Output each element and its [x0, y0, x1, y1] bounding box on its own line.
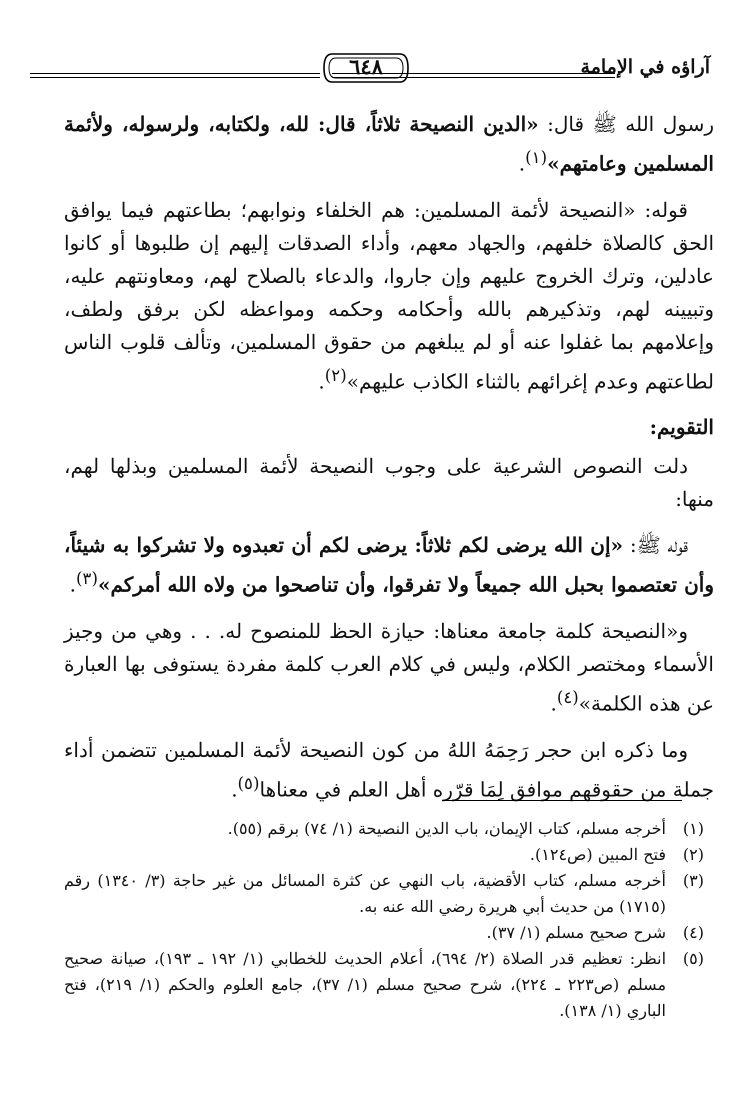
header-rule [30, 73, 320, 74]
paragraph [64, 194, 714, 399]
header-rule [30, 77, 320, 78]
main-text [64, 108, 714, 819]
text-run: . [518, 151, 526, 176]
text-run: وما ذكره ابن حجر رَحِمَهُ اللهُ من كون النصيحة لأئمة المسلمين تتضمن أداء جملة من حقوقهم موافق لِمَا قرّره أهل العلم في معناها [64, 737, 714, 802]
footnote-text: فتح المبين (ص١٢٤). [529, 845, 666, 864]
footnote-number: (٥) [682, 949, 704, 968]
footnote [64, 946, 704, 1024]
footnote-divider [442, 800, 682, 801]
footnote [64, 868, 704, 920]
footnotes [64, 816, 704, 1024]
text-run: رسول الله ﷺ قال: [538, 112, 714, 136]
footnote-text: شرح صحيح مسلم (١/ ٣٧). [486, 923, 666, 942]
paragraph [64, 615, 714, 721]
text-run: و«النصيحة كلمة جامعة معناها: حيازة الحظ للمنصوح له. . . وهي من وجيز الأسماء ومختصر الكلام، وليس في كلام العرب كلمة مفردة يستوفى بها العبارة عن هذه الكلمة» [64, 618, 714, 716]
footnote-number: (٤) [682, 923, 704, 942]
text-run: قوله ﷺ: [623, 533, 688, 558]
paragraph [64, 108, 714, 181]
paragraph: دلت النصوص الشرعية على وجوب النصيحة لأئمة المسلمين وبذلها لهم، منها: [64, 454, 714, 512]
footnote-text: أخرجه مسلم، كتاب الأقضية، باب النهي عن كثرة المسائل من غير حاجة (٣/ ١٣٤٠) رقم (١٧١٥) من حديث أبي هريرة رضي الله عنه به. [64, 871, 666, 916]
hadith-quote: «إن الله يرضى لكم ثلاثاً: يرضى لكم أن تعبدوه ولا تشركوا به شيئاً، وأن تعتصموا بحبل الله جميعاً ولا تفرقوا، وأن تناصحوا من ولاه الله أمركم» [64, 533, 714, 597]
footnote-number: (٢) [682, 845, 704, 864]
footnote-ref: (٢) [324, 365, 347, 385]
running-title: آراؤه في الإمامة [580, 56, 710, 78]
hadith-quote: «الدين النصيحة ثلاثاً، قال: لله، ولكتابه، ولرسوله، ولأئمة المسلمين وعامتهم» [64, 112, 714, 176]
text-run: قوله: «النصيحة لأئمة المسلمين: هم الخلفاء ونوابهم؛ بطاعتهم فيما يوافق الحق كالصلاة خلفهم، والجهاد معهم، وأداء الصدقات إليهم إن طلبوها أو كانوا عادلين، وترك الخروج عليهم وإن جاروا، والدعاء بالصلاح لهم، ومعاونتهم عليه، وتبيينه لهم، وتذكيرهم بالله وأحكامه وحكمه ومواعظه لكن برفق ولطف، وإعلامهم بما غفلوا عنه أو لم يبلغهم من حقوق المسلمين، وتألف قلوب الناس لطاعتهم وعدم إغرائهم بالثناء الكاذب عليهم» [64, 197, 715, 394]
footnote-ref: (٣) [76, 569, 98, 589]
footnote-text: أخرجه مسلم، كتاب الإيمان، باب الدين النصيحة (١/ ٧٤) برقم (٥٥). [227, 819, 666, 838]
footnote-number: (١) [682, 819, 704, 838]
page-number: ٦٤٨ [349, 54, 383, 79]
footnote-ref: (٥) [237, 773, 260, 793]
footnote-number: (٣) [682, 871, 704, 890]
footnote-ref: (٤) [556, 687, 579, 707]
paragraph [64, 529, 714, 602]
text-run: . [318, 369, 325, 394]
footnote [64, 816, 704, 842]
text-run: . [550, 691, 557, 716]
footnote [64, 842, 704, 868]
page-header [30, 56, 710, 92]
footnote [64, 920, 704, 946]
section-heading: التقويم: [649, 415, 714, 440]
paragraph [64, 734, 714, 807]
footnote-text: انظر: تعظيم قدر الصلاة (٢/ ٦٩٤)، أعلام الحديث للخطابي (١/ ١٩٢ ـ ١٩٣)، صيانة صحيح مسلم (ص٢٢٣ ـ ٢٢٤)، شرح صحيح مسلم (١/ ٣٧)، جامع العلوم والحكم (١/ ٢١٩)، فتح الباري (١/ ١٣٨). [64, 949, 667, 1020]
footnote-ref: (١) [525, 148, 548, 167]
text-run: . [231, 777, 238, 802]
page-number-frame [322, 50, 410, 86]
text-run: . [69, 572, 76, 597]
